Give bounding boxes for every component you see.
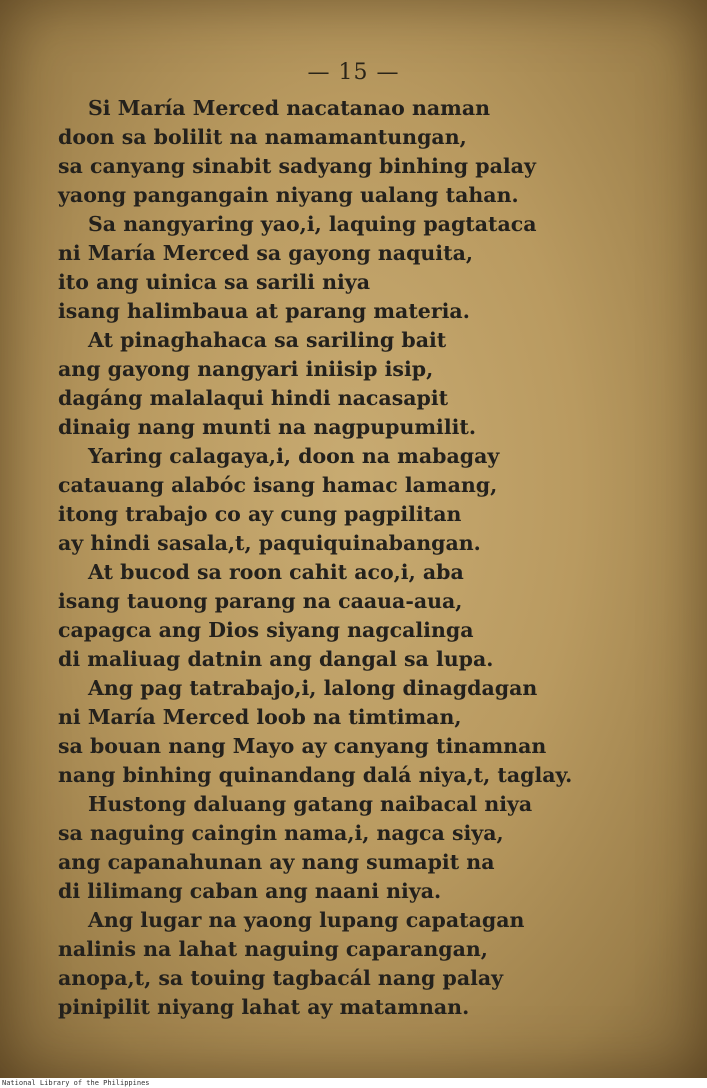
verse-line: doon sa bolilit na namamantungan, [58,125,467,149]
verse-line: sa bouan nang Mayo ay canyang tinamnan [58,734,547,758]
verse-line: di maliuag datnin ang dangal sa lupa. [58,647,494,671]
verse-line: dagáng malalaqui hindi nacasapit [58,386,449,410]
verse-line: Si María Merced nacatanao naman [88,96,491,120]
stanza [58,906,658,1022]
stanza [58,442,658,558]
stanza [58,94,658,210]
verse-line: Hustong daluang gatang naibacal niya [88,792,533,816]
page-number: — 15 — [307,60,400,85]
stanza [58,674,658,790]
verse-line: ang gayong nangyari iniisip isip, [58,357,434,381]
verse-line: pinipilit niyang lahat ay matamnan. [58,995,470,1019]
verse-line: At bucod sa roon cahit aco,i, aba [88,560,464,584]
verse-line: anopa,t, sa touing tagbacál nang palay [58,966,504,990]
verse-line: isang halimbaua at parang materia. [58,299,470,323]
verse-line: At pinaghahaca sa sariling bait [88,328,447,352]
verse-line: nalinis na lahat naguing caparangan, [58,937,488,961]
verse-line: ni María Merced loob na timtiman, [58,705,462,729]
verse-line: catauang alabóc isang hamac lamang, [58,473,498,497]
verse-line: Sa nangyaring yao,i, laquing pagtataca [88,212,537,236]
verse-line: yaong pangangain niyang ualang tahan. [58,183,519,207]
verse-line: isang tauong parang na caaua-aua, [58,589,463,613]
stanza [58,210,658,326]
footer-credit: National Library of the Philippines [2,1079,150,1087]
verse-line: ay hindi sasala,t, paquiquinabangan. [58,531,481,555]
verse-line: Ang lugar na yaong lupang capatagan [88,908,525,932]
stanza [58,326,658,442]
verse-line: itong trabajo co ay cung pagpilitan [58,502,462,526]
verse-line: di lilimang caban ang naani niya. [58,879,442,903]
verse-line: ni María Merced sa gayong naquita, [58,241,473,265]
verse-line: dinaig nang munti na nagpupumilit. [58,415,477,439]
verse-line: ang capanahunan ay nang sumapit na [58,850,495,874]
stanza [58,790,658,906]
verse-line: Yaring calagaya,i, doon na mabagay [88,444,500,468]
verse-line: nang binhing quinandang dalá niya,t, taglay. [58,763,573,787]
verse-line: sa naguing caingin nama,i, nagca siya, [58,821,504,845]
verse-line: ito ang uinica sa sarili niya [58,270,370,294]
verse-line: Ang pag tatrabajo,i, lalong dinagdagan [88,676,538,700]
verse-line: sa canyang sinabit sadyang binhing palay [58,154,536,178]
stanza [58,558,658,674]
poem-text [58,94,658,1022]
verse-line: capagca ang Dios siyang nagcalinga [58,618,474,642]
